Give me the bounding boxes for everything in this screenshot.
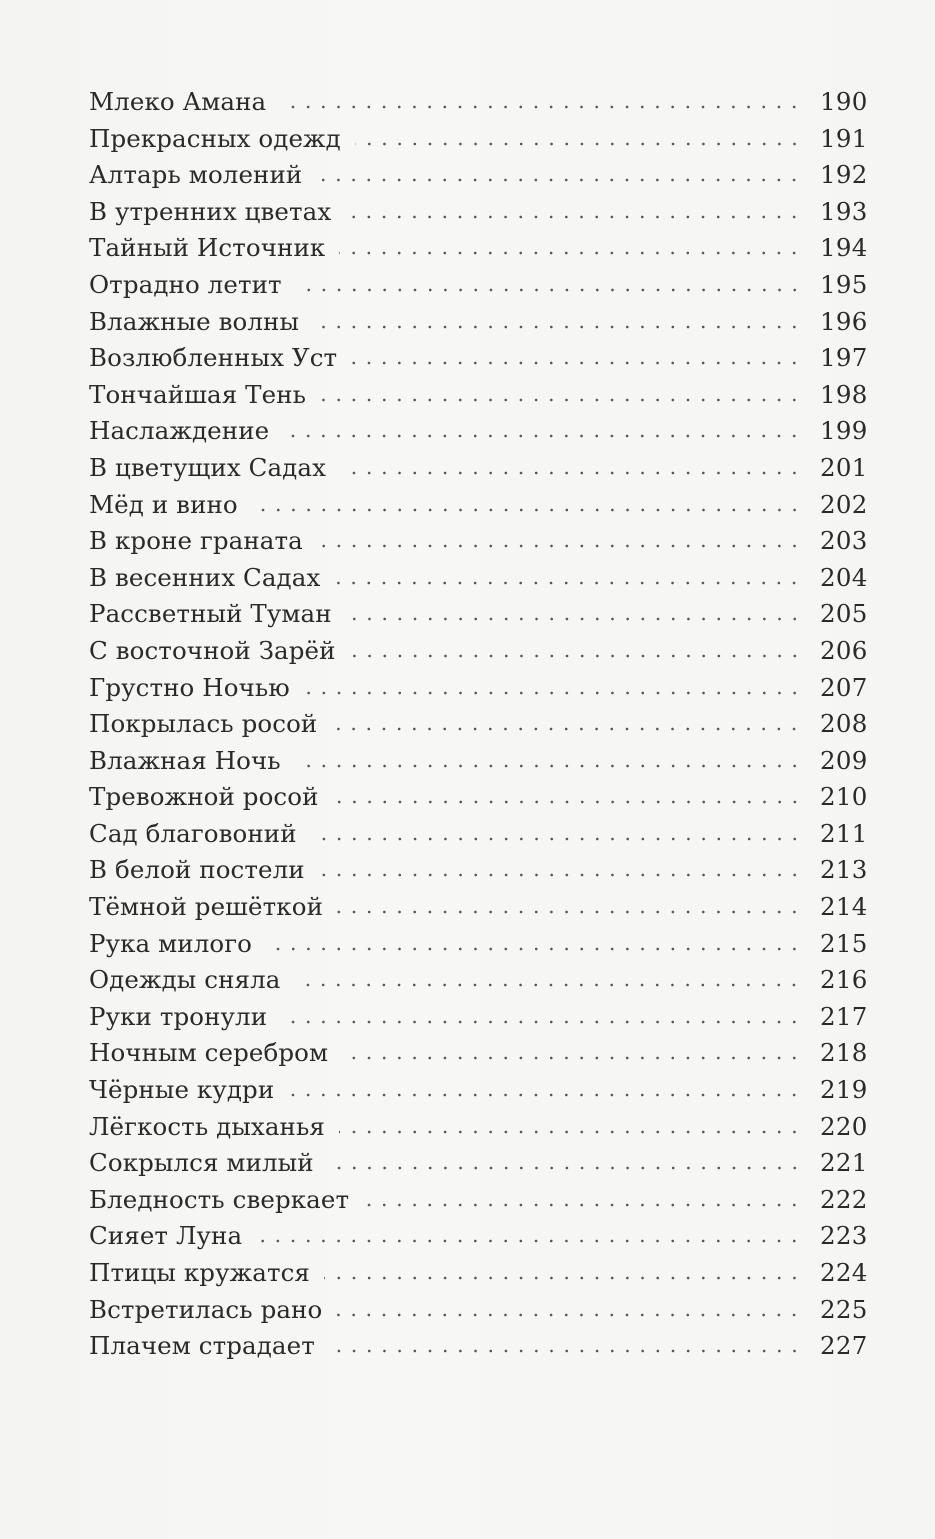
toc-entry-page: 220 bbox=[820, 1111, 868, 1141]
toc-entry bbox=[89, 487, 868, 524]
toc-entry bbox=[89, 523, 868, 560]
toc-entry bbox=[89, 1255, 868, 1292]
toc-entry-title: Сияет Луна bbox=[89, 1221, 243, 1251]
toc-dot-leader bbox=[296, 288, 802, 292]
toc-entry bbox=[89, 340, 868, 377]
toc-entry-page: 201 bbox=[820, 452, 868, 482]
toc-dot-leader bbox=[363, 1203, 802, 1207]
toc-entry-title: Бледность сверкает bbox=[89, 1184, 350, 1214]
toc-dot-leader bbox=[350, 654, 802, 658]
toc-entry-page: 223 bbox=[820, 1221, 868, 1251]
toc-entry-page: 225 bbox=[820, 1294, 868, 1324]
toc-dot-leader bbox=[281, 1020, 802, 1024]
toc-entry bbox=[89, 1109, 868, 1146]
toc-dot-leader bbox=[345, 215, 802, 219]
toc-entry-page: 219 bbox=[820, 1075, 868, 1105]
toc-dot-leader bbox=[311, 837, 802, 841]
toc-dot-leader bbox=[304, 691, 802, 695]
toc-entry-title: С восточной Зарёй bbox=[89, 635, 336, 665]
toc-entry bbox=[89, 304, 868, 341]
toc-entry-page: 213 bbox=[820, 855, 868, 885]
toc-dot-leader bbox=[336, 1313, 802, 1317]
toc-entry bbox=[89, 121, 868, 158]
toc-dot-leader bbox=[252, 508, 802, 512]
toc-entry-title: Сокрылся милый bbox=[89, 1148, 314, 1178]
toc-dot-leader bbox=[346, 617, 802, 621]
toc-entry-title: Влажные волны bbox=[89, 306, 300, 336]
toc-entry bbox=[89, 779, 868, 816]
toc-dot-leader bbox=[329, 1349, 802, 1353]
toc-entry-page: 222 bbox=[820, 1184, 868, 1214]
toc-entry-title: Встретилась рано bbox=[89, 1294, 323, 1324]
toc-entry bbox=[89, 1328, 868, 1365]
toc-entry-title: В белой постели bbox=[89, 855, 305, 885]
toc-dot-leader bbox=[280, 105, 802, 109]
toc-dot-leader bbox=[339, 251, 802, 255]
toc-entry-page: 205 bbox=[820, 599, 868, 629]
toc-entry bbox=[89, 157, 868, 194]
toc-entry-page: 191 bbox=[820, 123, 868, 153]
toc-entry-title: Мёд и вино bbox=[89, 489, 238, 519]
toc-dot-leader bbox=[294, 983, 802, 987]
toc-entry bbox=[89, 230, 868, 267]
table-of-contents bbox=[89, 84, 868, 1365]
toc-dot-leader bbox=[317, 544, 802, 548]
toc-entry bbox=[89, 267, 868, 304]
toc-entry-title: Тайный Источник bbox=[89, 233, 326, 263]
toc-entry-title: Возлюбленных Уст bbox=[89, 343, 338, 373]
toc-entry bbox=[89, 1218, 868, 1255]
toc-entry bbox=[89, 194, 868, 231]
toc-entry bbox=[89, 84, 868, 121]
toc-entry bbox=[89, 962, 868, 999]
toc-entry-page: 214 bbox=[820, 892, 868, 922]
toc-entry-page: 221 bbox=[820, 1148, 868, 1178]
toc-entry-title: Птицы кружатся bbox=[89, 1258, 310, 1287]
toc-dot-leader bbox=[256, 1239, 802, 1243]
toc-dot-leader bbox=[316, 178, 802, 182]
toc-entry-title: Млеко Амана bbox=[89, 87, 267, 116]
toc-entry-page: 195 bbox=[820, 269, 868, 299]
toc-entry-page: 199 bbox=[820, 416, 868, 446]
toc-entry-title: Тревожной росой bbox=[89, 782, 319, 812]
toc-entry bbox=[89, 596, 868, 633]
toc-entry-page: 190 bbox=[820, 87, 868, 116]
toc-entry-page: 208 bbox=[820, 709, 868, 739]
toc-entry-title: Алтарь молений bbox=[89, 160, 303, 190]
toc-entry-page: 198 bbox=[820, 379, 868, 409]
toc-entry-title: Лёгкость дыханья bbox=[89, 1111, 325, 1141]
toc-dot-leader bbox=[337, 910, 802, 914]
toc-entry-title: В утренних цветах bbox=[89, 196, 332, 226]
toc-entry-title: Рука милого bbox=[89, 928, 252, 958]
toc-entry-page: 217 bbox=[820, 1001, 868, 1031]
toc-entry-page: 216 bbox=[820, 965, 868, 995]
toc-entry bbox=[89, 1035, 868, 1072]
toc-entry bbox=[89, 706, 868, 743]
toc-entry-page: 227 bbox=[820, 1331, 868, 1361]
toc-entry-page: 204 bbox=[820, 562, 868, 592]
toc-entry-page: 207 bbox=[820, 672, 868, 702]
toc-entry-title: Влажная Ночь bbox=[89, 745, 281, 775]
toc-entry bbox=[89, 889, 868, 926]
toc-entry-title: Прекрасных одежд bbox=[89, 123, 341, 153]
toc-dot-leader bbox=[342, 1056, 802, 1060]
toc-entry bbox=[89, 560, 868, 597]
toc-entry bbox=[89, 450, 868, 487]
toc-entry bbox=[89, 1182, 868, 1219]
toc-entry-page: 206 bbox=[820, 635, 868, 665]
toc-entry-page: 211 bbox=[820, 818, 868, 848]
toc-entry-title: Одежды сняла bbox=[89, 965, 281, 995]
toc-entry bbox=[89, 926, 868, 963]
toc-entry bbox=[89, 1145, 868, 1182]
toc-dot-leader bbox=[333, 800, 802, 804]
toc-entry bbox=[89, 633, 868, 670]
toc-entry bbox=[89, 852, 868, 889]
toc-dot-leader bbox=[334, 581, 802, 585]
toc-entry-page: 196 bbox=[820, 306, 868, 336]
toc-entry-page: 194 bbox=[820, 233, 868, 263]
toc-entry-page: 203 bbox=[820, 526, 868, 556]
toc-entry-title: Тёмной решёткой bbox=[89, 892, 323, 922]
toc-entry-title: Покрылась росой bbox=[89, 709, 318, 739]
toc-dot-leader bbox=[328, 1166, 802, 1170]
toc-entry-page: 224 bbox=[820, 1258, 868, 1287]
toc-dot-leader bbox=[331, 727, 802, 731]
toc-dot-leader bbox=[355, 142, 802, 146]
toc-entry-page: 209 bbox=[820, 745, 868, 775]
toc-entry bbox=[89, 670, 868, 707]
toc-entry-title: Сад благовоний bbox=[89, 818, 297, 848]
toc-dot-leader bbox=[339, 1130, 802, 1134]
toc-dot-leader bbox=[266, 947, 802, 951]
toc-entry bbox=[89, 999, 868, 1036]
toc-dot-leader bbox=[320, 398, 802, 402]
toc-dot-leader bbox=[295, 764, 802, 768]
toc-dot-leader bbox=[324, 1276, 802, 1280]
toc-entry-page: 218 bbox=[820, 1038, 868, 1068]
toc-entry-page: 193 bbox=[820, 196, 868, 226]
toc-entry-title: В цветущих Садах bbox=[89, 452, 326, 482]
toc-entry-title: Наслаждение bbox=[89, 416, 270, 446]
toc-dot-leader bbox=[351, 361, 802, 365]
toc-dot-leader bbox=[319, 873, 802, 877]
toc-dot-leader bbox=[340, 471, 802, 475]
toc-entry-page: 197 bbox=[820, 343, 868, 373]
toc-entry-page: 210 bbox=[820, 782, 868, 812]
toc-entry bbox=[89, 743, 868, 780]
toc-dot-leader bbox=[288, 1093, 802, 1097]
toc-entry bbox=[89, 413, 868, 450]
toc-entry-title: Плачем страдает bbox=[89, 1331, 315, 1361]
toc-dot-leader bbox=[283, 434, 802, 438]
toc-entry-title: Ночным серебром bbox=[89, 1038, 329, 1068]
toc-entry-title: Грустно Ночью bbox=[89, 672, 290, 702]
toc-entry-page: 192 bbox=[820, 160, 868, 190]
toc-entry-page: 215 bbox=[820, 928, 868, 958]
toc-entry-title: Отрадно летит bbox=[89, 269, 282, 299]
toc-entry-page: 202 bbox=[820, 489, 868, 519]
toc-entry bbox=[89, 377, 868, 414]
toc-entry-title: В кроне граната bbox=[89, 526, 303, 556]
toc-entry-title: Руки тронули bbox=[89, 1001, 268, 1031]
toc-entry bbox=[89, 1292, 868, 1329]
toc-entry-title: В весенних Садах bbox=[89, 562, 321, 592]
toc-dot-leader bbox=[313, 325, 802, 329]
toc-entry-title: Рассветный Туман bbox=[89, 599, 332, 629]
toc-entry-title: Тончайшая Тень bbox=[89, 379, 307, 409]
toc-entry bbox=[89, 816, 868, 853]
toc-entry bbox=[89, 1072, 868, 1109]
toc-entry-title: Чёрные кудри bbox=[89, 1075, 275, 1105]
